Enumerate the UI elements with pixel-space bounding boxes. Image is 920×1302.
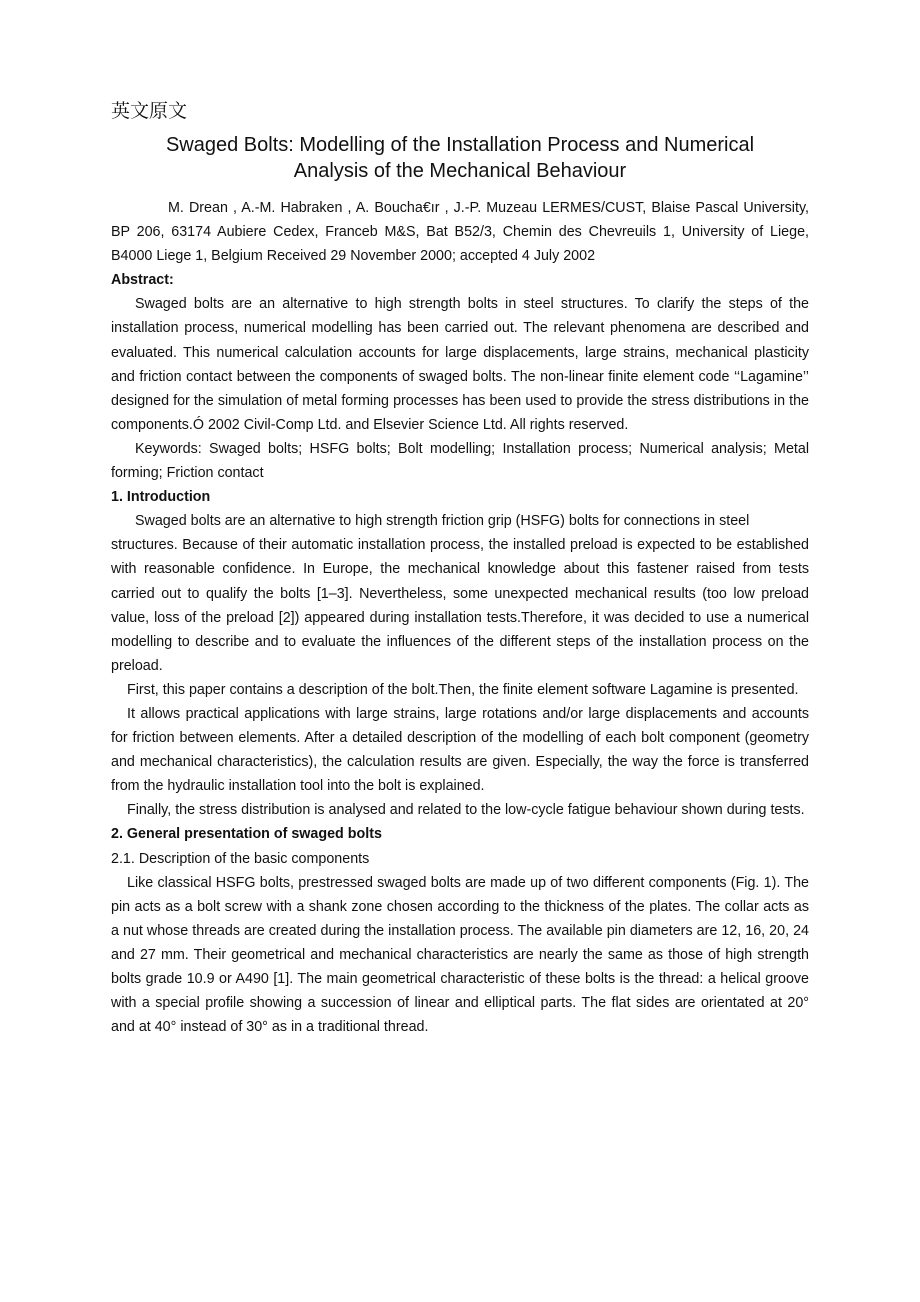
paper-title [111, 132, 809, 184]
introduction-paragraph-3: It allows practical applications with large strains, large rotations and/or large displacements and accounts for friction between elements. After a detailed description of the modelling of each bolt component (geometry and mechanical characteristics), the calculation results are given. Especially, the way the force is transferred from the hydraulic installation tool into the bolt is explained. [111, 705, 809, 795]
abstract-body: Swaged bolts are an alternative to high strength bolts in steel structures. To clarify the steps of the installation process, numerical modelling has been carried out. The relevant phenomena are described and evaluated. This numerical calculation accounts for large displacements, large strains, mechanical plasticity and friction contact between the components of swaged bolts. The non-linear finite element code ‘‘Lagamine’’ designed for the simulation of metal forming processes has been used to provide the stress distributions in the components.Ó 2002 Civil-Comp Ltd. and Elsevier Science Ltd. All rights reserved. [111, 296, 809, 433]
section-2-heading: 2. General presentation of swaged bolts [111, 826, 382, 843]
paper-title-line-2: Analysis of the Mechanical Behaviour [293, 160, 627, 182]
introduction-heading: 1. Introduction [111, 489, 211, 506]
abstract-heading: Abstract: [111, 272, 174, 289]
introduction-paragraph-1-first-line: Swaged bolts are an alternative to high strength friction grip (HSFG) bolts for connections in steel [135, 513, 750, 530]
introduction-paragraph-2: First, this paper contains a description of the bolt.Then, the finite element software Lagamine is presented. [127, 681, 799, 698]
section-2-1-paragraph: Like classical HSFG bolts, prestressed swaged bolts are made up of two different components (Fig. 1). The pin acts as a bolt screw with a shank zone chosen according to the thickness of the plates. The collar acts as a nut whose threads are created during the installation process. The available pin diameters are 12, 16, 20, 24 and 27 mm. Their geometrical and mechanical characteristics are nearly the same as those of high strength bolts grade 10.9 or A490 [1]. The main geometrical characteristic of these bolts is the thread: a helical groove with a special profile showing a succession of linear and elliptical parts. The flat sides are orientated at 20° and at 40° instead of 30° as in a traditional thread. [111, 874, 809, 1036]
introduction-paragraph-4: Finally, the stress distribution is analysed and related to the low-cycle fatigue behaviour shown during tests. [127, 802, 805, 819]
author-affiliations: M. Drean , A.-M. Habraken , A. Boucha€ır , J.-P. Muzeau LERMES/CUST, Blaise Pascal University, BP 206, 63174 Aubiere Cedex, Franceb M&S, Bat B52/3, Chemin des Chevreuils 1, University of Liege, B4000 Liege 1, Belgium Received 29 November 2000; accepted 4 July 2002 [111, 200, 809, 265]
introduction-paragraph-1: structures. Because of their automatic installation process, the installed preload is expected to be established with reasonable confidence. In Europe, the mechanical knowledge about this fastener raised from tests carried out to qualify the bolts [1–3]. Nevertheless, some unexpected mechanical results (too low preload value, loss of the preload [2]) appeared during installation tests.Therefore, it was decided to use a numerical modelling to describe and to evaluate the influences of the different steps of the installation process on the preload. [111, 537, 809, 674]
document-page [111, 96, 809, 1039]
paper-title-line-1: Swaged Bolts: Modelling of the Installation Process and Numerical [165, 134, 755, 156]
source-text-heading: 英文原文 [111, 100, 188, 122]
keywords: Keywords: Swaged bolts; HSFG bolts; Bolt modelling; Installation process; Numerical analysis; Metal forming; Friction contact [111, 440, 809, 482]
section-2-1-subheading: 2.1. Description of the basic components [111, 850, 370, 867]
